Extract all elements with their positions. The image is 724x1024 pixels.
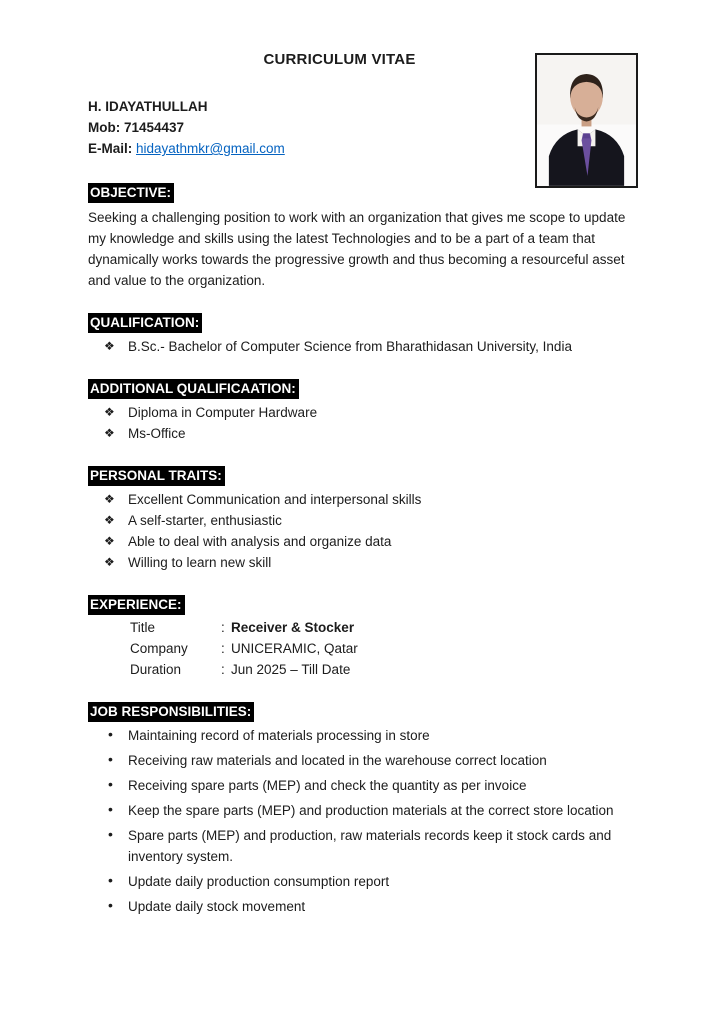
list-item-text: Willing to learn new skill bbox=[128, 555, 272, 570]
diamond-bullet-icon: ❖ bbox=[104, 339, 115, 353]
list-item bbox=[88, 775, 636, 796]
additional-qualification-list bbox=[88, 402, 636, 444]
list-item-text: Receiving raw materials and located in the warehouse correct location bbox=[128, 753, 547, 768]
dot-bullet-icon: • bbox=[108, 726, 113, 742]
list-item-text: Ms-Office bbox=[128, 426, 186, 441]
list-item-text: Excellent Communication and interpersonal skills bbox=[128, 492, 422, 507]
qualification-heading: QUALIFICATION: bbox=[88, 313, 202, 333]
experience-row-label: Title bbox=[130, 620, 156, 635]
list-item-text: Maintaining record of materials processing in store bbox=[128, 728, 430, 743]
dot-bullet-icon: • bbox=[108, 801, 113, 817]
email-label: E-Mail: bbox=[88, 141, 137, 156]
list-item bbox=[88, 725, 636, 746]
experience-heading: EXPERIENCE: bbox=[88, 595, 185, 615]
colon-separator: : bbox=[221, 620, 225, 635]
mobile-number: Mob: 71454437 bbox=[88, 120, 185, 135]
list-item bbox=[88, 800, 636, 821]
diamond-bullet-icon: ❖ bbox=[104, 426, 115, 440]
objective-text: Seeking a challenging position to work with an organization that gives me scope to update my knowledge and skills using the latest Technologies and to be a part of a team that dynamically works towards the progressive growth and thus becoming a resourceful asset and value to the organization. bbox=[88, 210, 626, 288]
list-item bbox=[88, 750, 636, 771]
list-item bbox=[88, 489, 636, 510]
diamond-bullet-icon: ❖ bbox=[104, 534, 115, 548]
list-item bbox=[88, 423, 636, 444]
experience-row-value: Receiver & Stocker bbox=[231, 620, 355, 635]
job-responsibilities-list bbox=[88, 725, 636, 917]
profile-photo bbox=[535, 53, 638, 188]
section-experience bbox=[88, 594, 636, 680]
dot-bullet-icon: • bbox=[108, 751, 113, 767]
diamond-bullet-icon: ❖ bbox=[104, 492, 115, 506]
list-item-text: Spare parts (MEP) and production, raw materials records keep it stock cards and inventory system. bbox=[128, 828, 612, 864]
colon-separator: : bbox=[221, 662, 225, 677]
list-item bbox=[88, 531, 636, 552]
objective-heading: OBJECTIVE: bbox=[88, 183, 174, 203]
list-item bbox=[88, 825, 636, 867]
section-objective bbox=[88, 182, 636, 291]
section-qualification bbox=[88, 312, 636, 357]
diamond-bullet-icon: ❖ bbox=[104, 513, 115, 527]
list-item-text: Able to deal with analysis and organize data bbox=[128, 534, 392, 549]
page-title: CURRICULUM VITAE bbox=[263, 51, 416, 68]
experience-row-label: Duration bbox=[130, 662, 182, 677]
list-item-text: Update daily production consumption report bbox=[128, 874, 390, 889]
list-item bbox=[88, 871, 636, 892]
experience-table bbox=[88, 617, 636, 680]
job-responsibilities-heading: JOB RESPONSIBILITIES: bbox=[88, 702, 254, 722]
list-item-text: B.Sc.- Bachelor of Computer Science from Bharathidasan University, India bbox=[128, 339, 572, 354]
table-row bbox=[88, 617, 636, 638]
list-item-text: Receiving spare parts (MEP) and check the quantity as per invoice bbox=[128, 778, 527, 793]
candidate-name: H. IDAYATHULLAH bbox=[88, 99, 208, 114]
personal-traits-list bbox=[88, 489, 636, 573]
list-item-text: A self-starter, enthusiastic bbox=[128, 513, 282, 528]
table-row bbox=[88, 659, 636, 680]
dot-bullet-icon: • bbox=[108, 872, 113, 888]
list-item-text: Diploma in Computer Hardware bbox=[128, 405, 318, 420]
experience-row-value: Jun 2025 – Till Date bbox=[231, 662, 351, 677]
experience-row-value: UNICERAMIC, Qatar bbox=[231, 641, 358, 656]
email-link[interactable]: hidayathmkr@gmail.com bbox=[136, 141, 285, 156]
list-item-text: Update daily stock movement bbox=[128, 899, 306, 914]
qualification-list bbox=[88, 336, 636, 357]
experience-row-label: Company bbox=[130, 641, 188, 656]
additional-qualification-heading: ADDITIONAL QUALIFICAATION: bbox=[88, 379, 299, 399]
list-item-text: Keep the spare parts (MEP) and production materials at the correct store location bbox=[128, 803, 614, 818]
dot-bullet-icon: • bbox=[108, 897, 113, 913]
list-item bbox=[88, 510, 636, 531]
portrait-illustration bbox=[537, 55, 636, 186]
section-job-responsibilities bbox=[88, 701, 636, 917]
list-item bbox=[88, 402, 636, 423]
dot-bullet-icon: • bbox=[108, 826, 113, 842]
section-personal-traits bbox=[88, 465, 636, 573]
diamond-bullet-icon: ❖ bbox=[104, 405, 115, 419]
personal-traits-heading: PERSONAL TRAITS: bbox=[88, 466, 225, 486]
list-item bbox=[88, 896, 636, 917]
dot-bullet-icon: • bbox=[108, 776, 113, 792]
list-item bbox=[88, 336, 636, 357]
section-additional-qualification bbox=[88, 378, 636, 444]
diamond-bullet-icon: ❖ bbox=[104, 555, 115, 569]
table-row bbox=[88, 638, 636, 659]
colon-separator: : bbox=[221, 641, 225, 656]
list-item bbox=[88, 552, 636, 573]
